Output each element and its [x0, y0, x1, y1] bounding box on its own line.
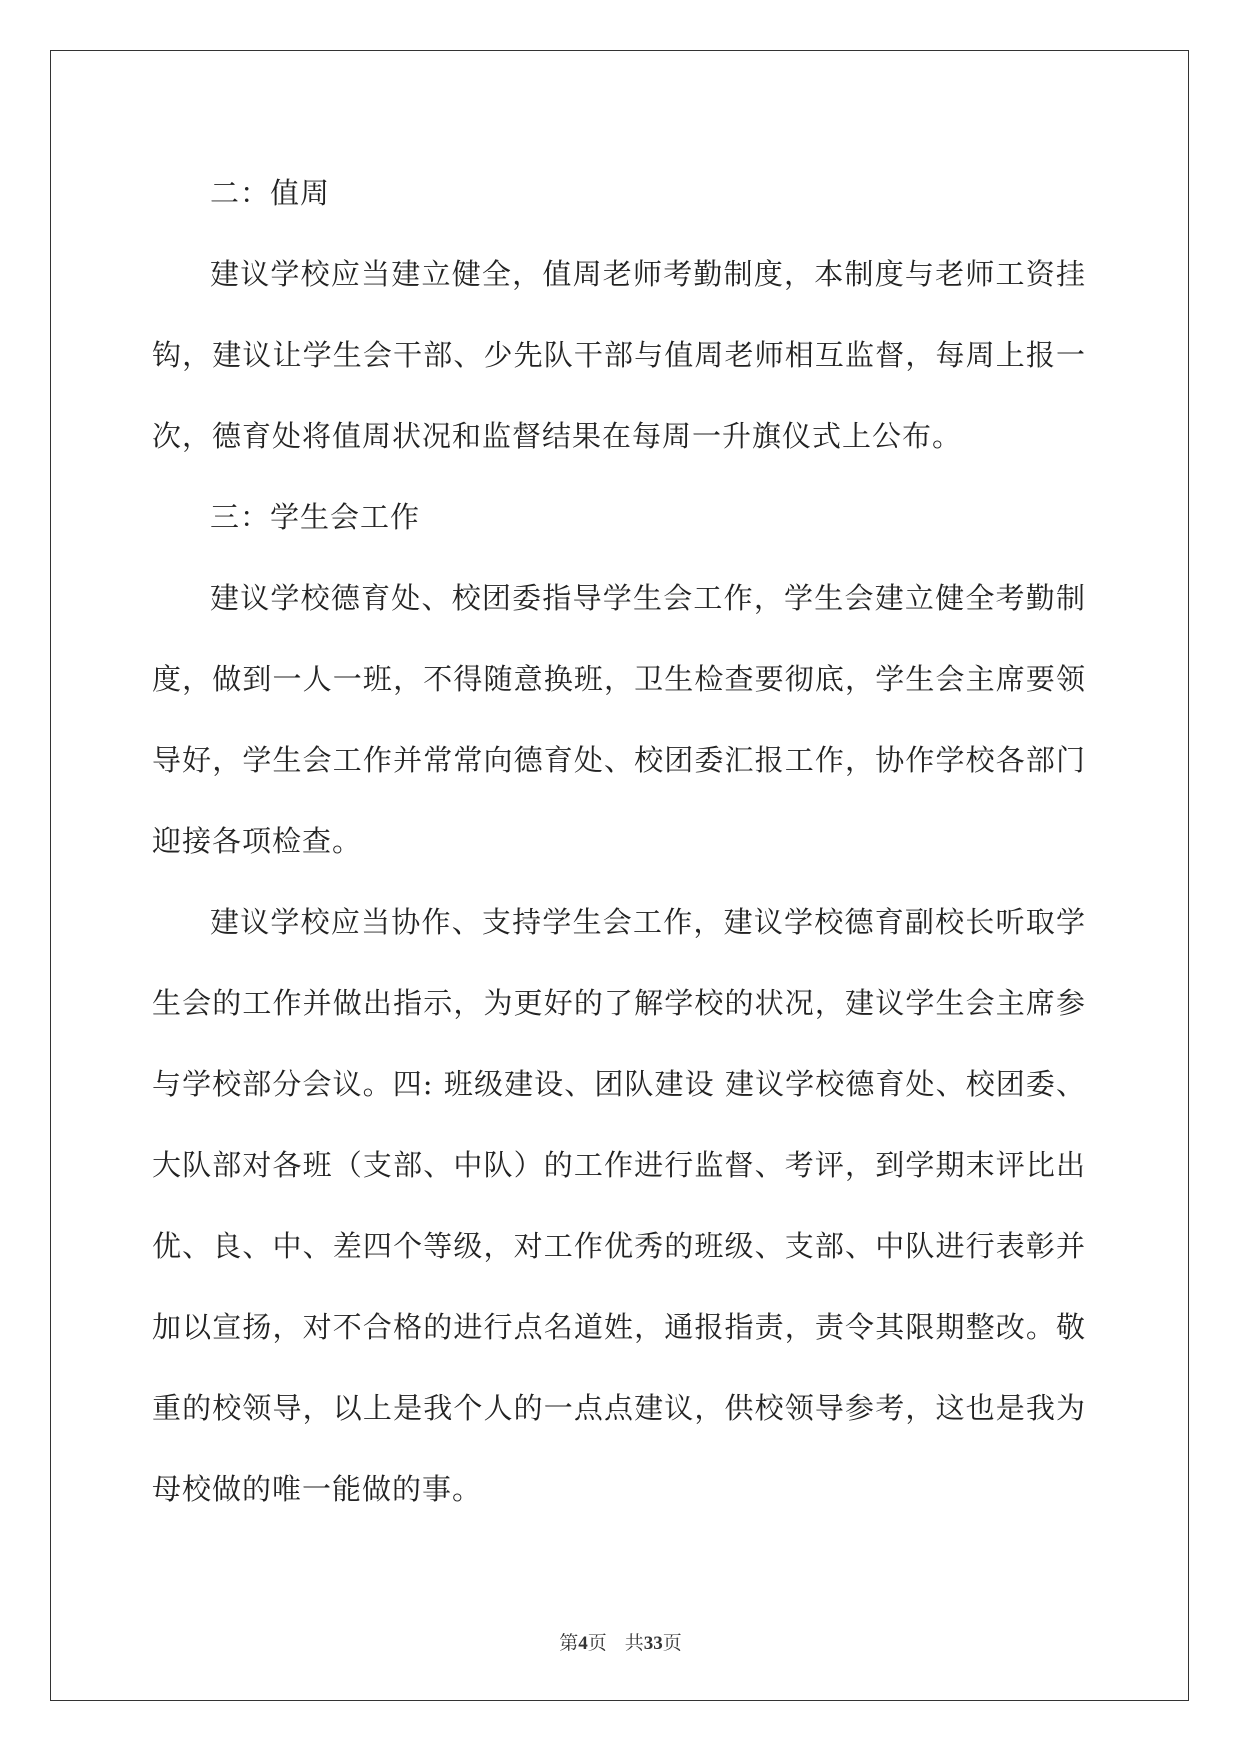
paragraph-duty-week: 建议学校应当建立健全，值周老师考勤制度，本制度与老师工资挂钩，建议让学生会干部、少先队干部与值周老师相互监督，每周上报一次，德育处将值周状况和监督结果在每周一升旗仪式上公布。	[152, 257, 1086, 453]
footer-page-number: 4	[578, 1633, 588, 1654]
footer-page-suffix: 页	[587, 1632, 607, 1654]
page-footer	[0, 1628, 1241, 1655]
footer-total-prefix: 共	[624, 1632, 644, 1654]
section-heading-student-union: 三：学生会工作	[210, 500, 421, 534]
paragraph-student-union: 建议学校德育处、校团委指导学生会工作，学生会建立健全考勤制度，做到一人一班，不得随意换班，卫生检查要彻底，学生会主席要领导好，学生会工作并常常向德育处、校团委汇报工作，协作学校各部门迎接各项检查。	[152, 581, 1086, 858]
document-body	[152, 153, 1086, 1530]
footer-total-suffix: 页	[662, 1632, 682, 1654]
footer-page-prefix: 第	[559, 1632, 579, 1654]
footer-total-pages: 33	[643, 1633, 663, 1654]
paragraph-support-and-class-building: 建议学校应当协作、支持学生会工作，建议学校德育副校长听取学生会的工作并做出指示，为更好的了解学校的状况，建议学生会主席参与学校部分会议。四: 班级建设、团队建设 建议学校德育处、校团委、大队部对各班（支部、中队）的工作进行监督、考评，到学期末评比出优、良、中、差四个等级，对工作优秀的班级、支部、中队进行表彰并加以宣扬，对不合格的进行点名道姓，通报指责，责令其限期整改。敬重的校领导，以上是我个人的一点点建议，供校领导参考，这也是我为母校做的唯一能做的事。	[152, 905, 1086, 1506]
section-heading-duty-week: 二：值周	[210, 176, 331, 210]
